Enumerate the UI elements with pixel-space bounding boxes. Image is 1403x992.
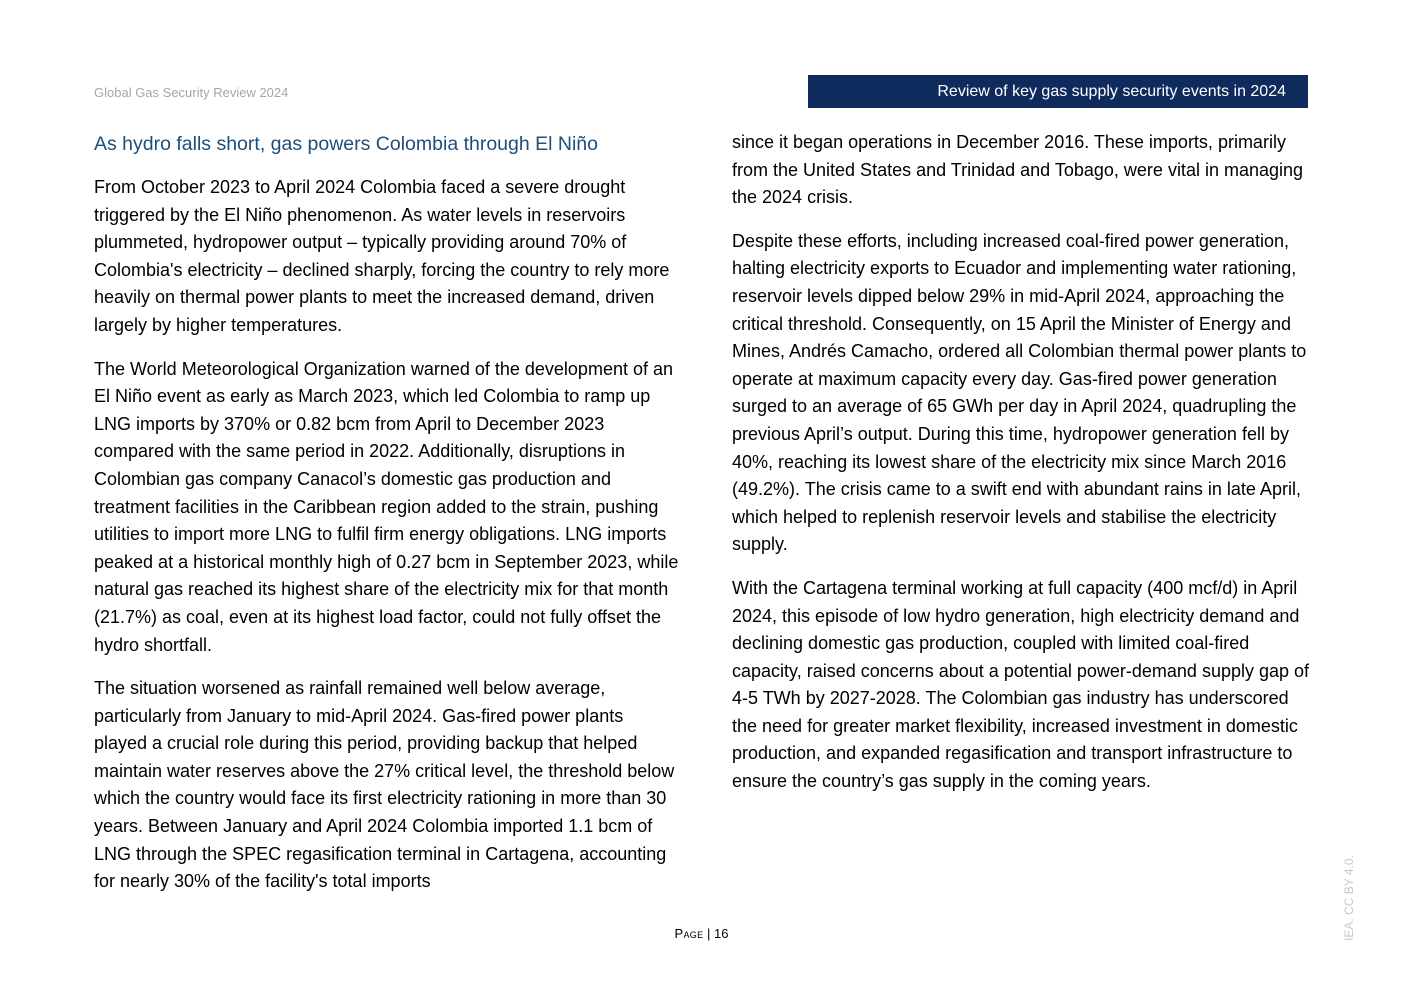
body-paragraph: With the Cartagena terminal working at full capacity (400 mcf/d) in April 2024, this episode of low hydro generation, high electricity demand and declining domestic gas production, coupled with limited coal-fired capacity, raised concerns about a potential power-demand supply gap of 4-5 TWh by 2027-2028. The Colombian gas industry has underscored the need for greater market flexibility, increased investment in domestic production, and expanded regasification and transport infrastructure to ensure the country’s gas supply in the coming years. <box>732 577 1310 792</box>
page-label: Page <box>674 926 704 941</box>
article-heading: As hydro falls short, gas powers Colombia through El Niño <box>94 133 598 155</box>
publication-title: Global Gas Security Review 2024 <box>94 85 289 100</box>
body-paragraph: Despite these efforts, including increased coal-fired power generation, halting electricity exports to Ecuador and implementing water rationing, reservoir levels dipped below 29% in mid-April 2024, approaching the critical threshold. Consequently, on 15 April the Minister of Energy and Mines, Andrés Camacho, ordered all Colombian thermal power plants to operate at maximum capacity every day. Gas-fired power generation surged to an average of 65 GWh per day in April 2024, quadrupling the previous April’s output. During this time, hydropower generation fell by 40%, reaching its lowest share of the electricity mix since March 2016 (49.2%). The crisis came to a swift end with abundant rains in late April, which helped to replenish reservoir levels and stabilise the electricity supply. <box>732 230 1307 555</box>
page-separator: | <box>707 926 711 941</box>
page-number: 16 <box>714 926 729 941</box>
body-paragraph: since it began operations in December 2016. These imports, primarily from the United States and Trinidad and Tobago, were vital in managing the 2024 crisis. <box>732 132 1304 208</box>
right-column <box>732 129 1317 812</box>
body-paragraph: The World Meteorological Organization warned of the development of an El Niño event as early as March 2023, which led Colombia to ramp up LNG imports by 370% or 0.82 bcm from April to December 2023 compared with the same period in 2022. Additionally, disruptions in Colombian gas company Canacol’s domestic gas production and treatment facilities in the Caribbean region added to the strain, pushing utilities to import more LNG to fulfil firm energy obligations. LNG imports peaked at a historical monthly high of 0.27 bcm in September 2023, while natural gas reached its highest share of the electricity mix for that month (21.7%) as coal, even at its highest load factor, could not fully offset the hydro shortfall. <box>94 358 679 655</box>
left-column <box>94 130 679 912</box>
section-title-banner: Review of key gas supply security events in 2024 <box>808 75 1308 108</box>
page-footer <box>0 926 1403 941</box>
license-note: IEA. CC BY 4.0. <box>1342 855 1356 941</box>
body-paragraph: From October 2023 to April 2024 Colombia faced a severe drought triggered by the El Niño phenomenon. As water levels in reservoirs plummeted, hydropower output – typically providing around 70% of Colombia's electricity – declined sharply, forcing the country to rely more heavily on thermal power plants to meet the increased demand, driven largely by higher temperatures. <box>94 177 670 335</box>
body-paragraph: The situation worsened as rainfall remained well below average, particularly from January to mid-April 2024. Gas-fired power plants played a crucial role during this period, providing backup that helped maintain water reserves above the 27% critical level, the threshold below which the country would face its first electricity rationing in more than 30 years. Between January and April 2024 Colombia imported 1.1 bcm of LNG through the SPEC regasification terminal in Cartagena, accounting for nearly 30% of the facility's total imports <box>94 678 675 892</box>
